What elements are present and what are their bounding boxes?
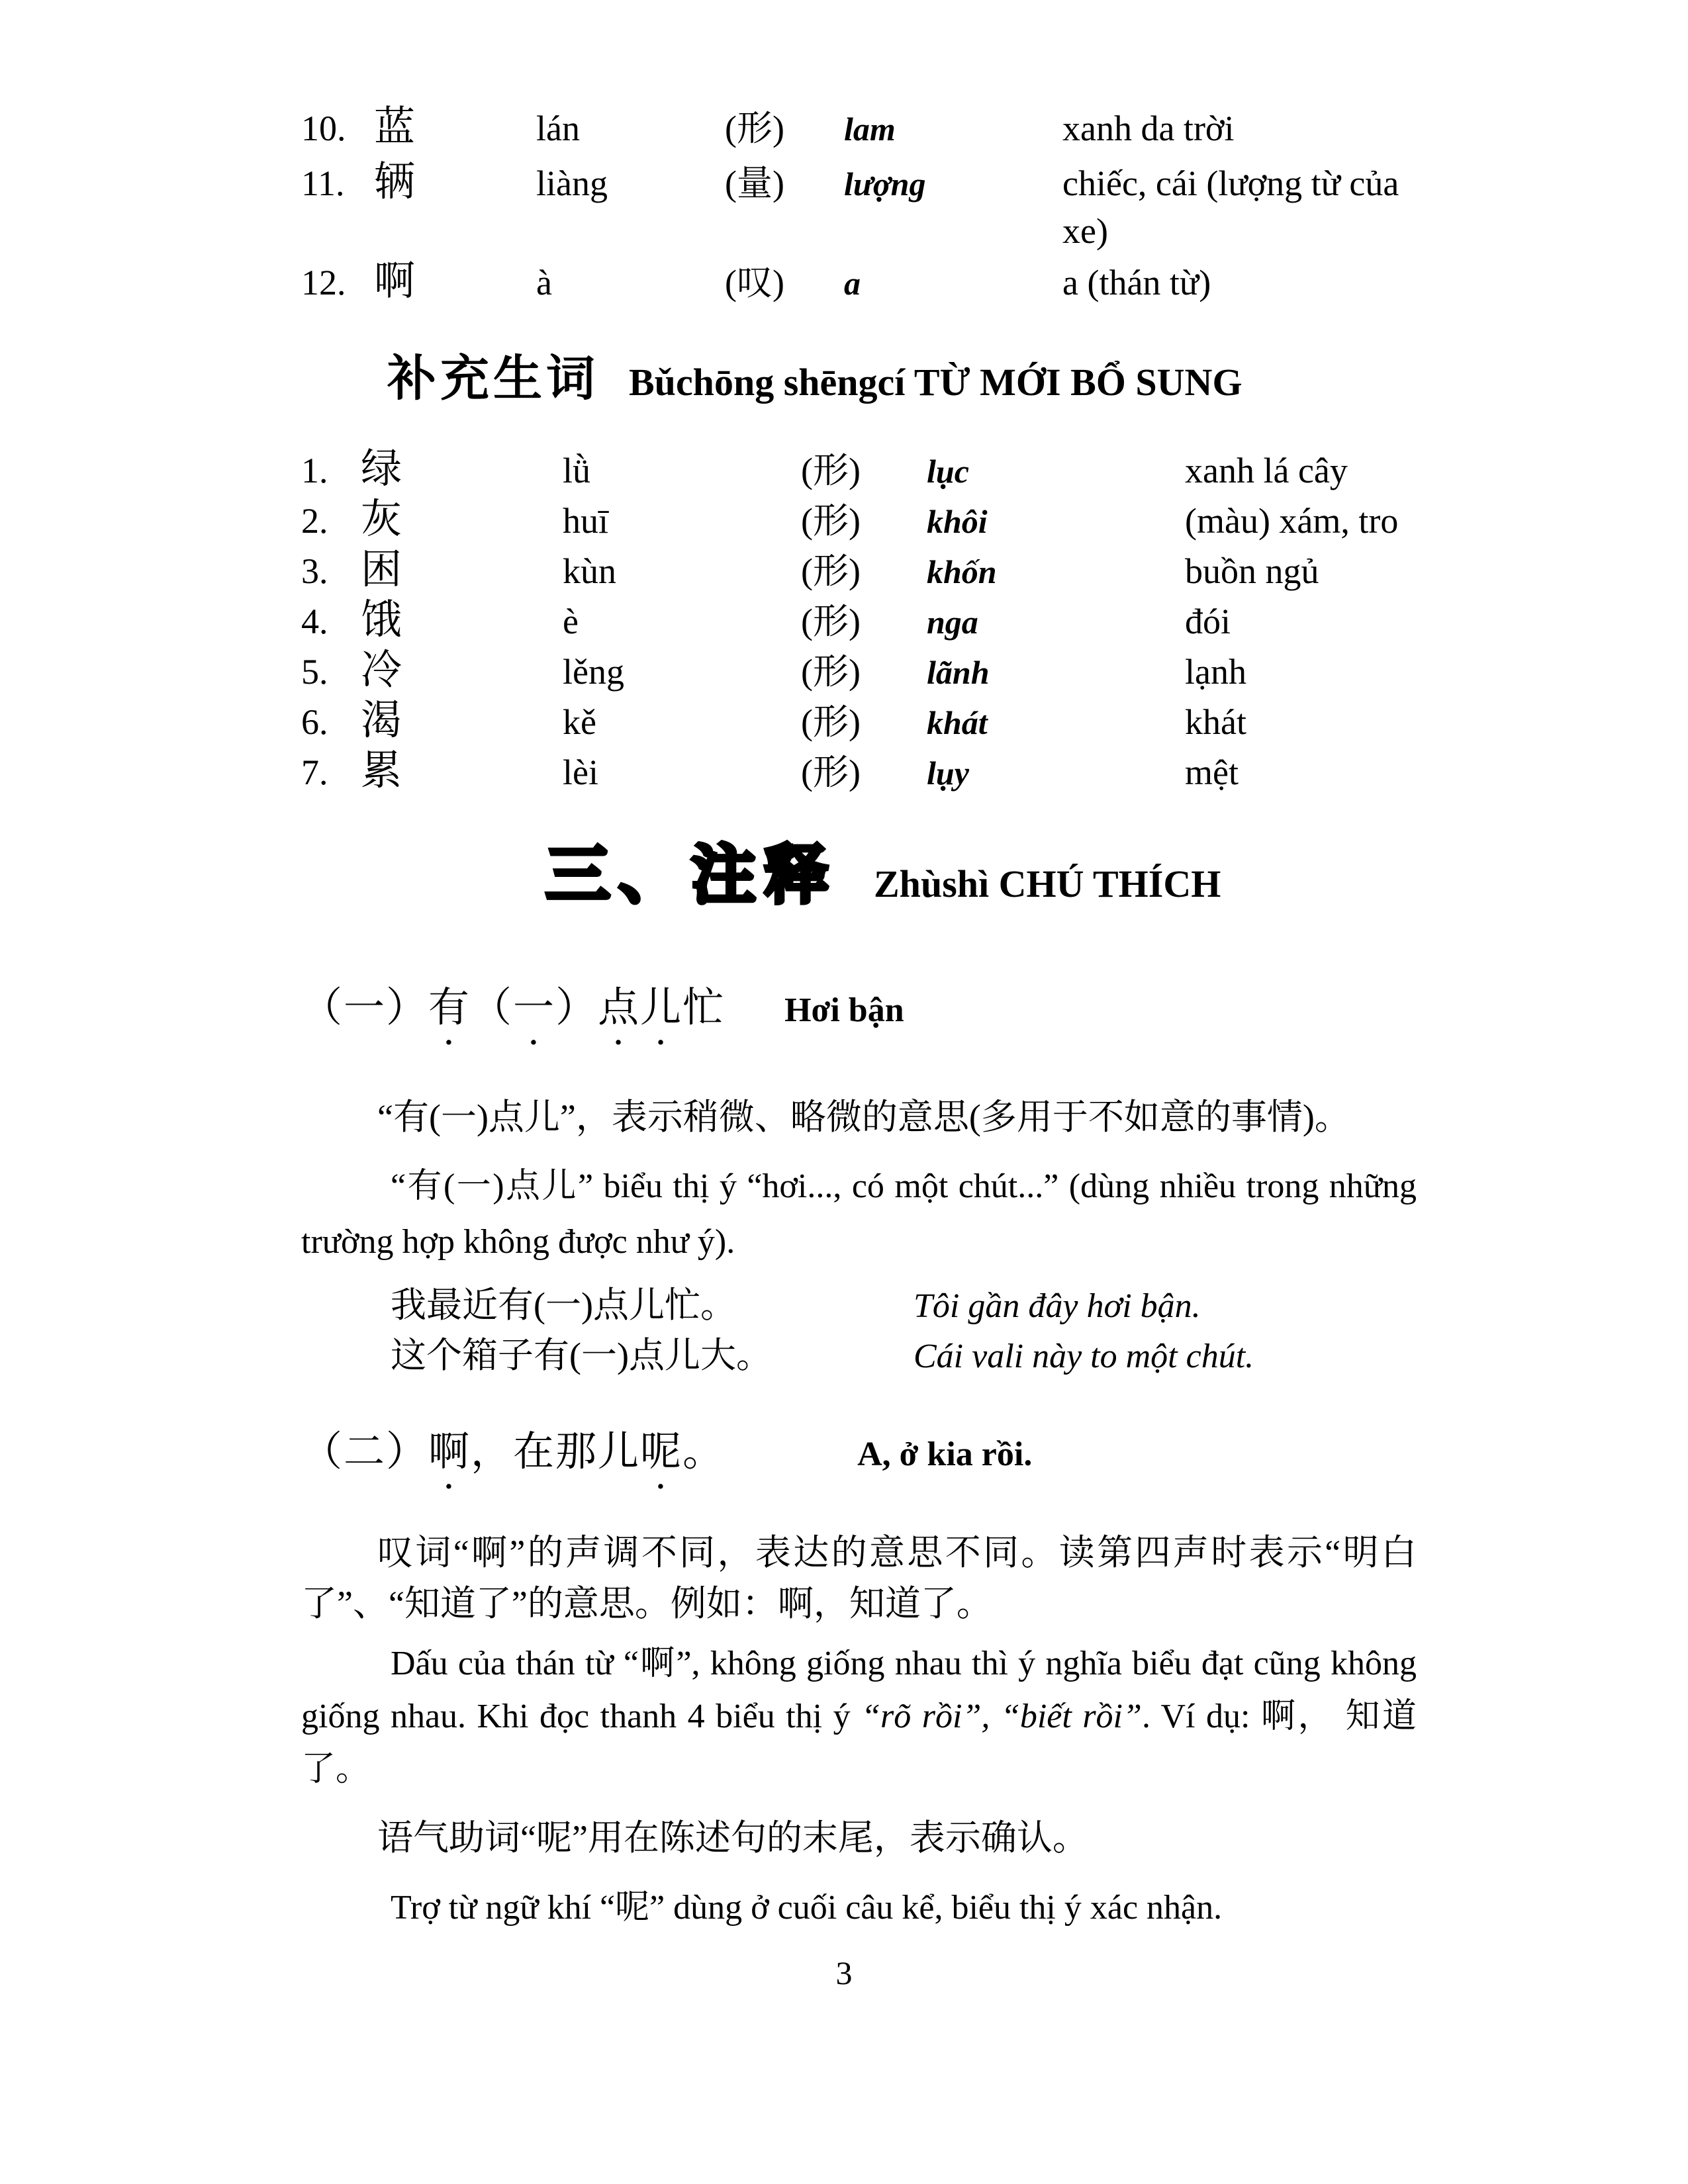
note1-heading-chinese [301,978,725,1054]
vocab-number: 3. [301,551,328,591]
vocab-hanzi: 渴 [361,698,402,743]
vocab-pinyin: lán [536,109,580,148]
emphasized-text: 呢 [640,1430,683,1475]
heading-text: （二） [301,1430,429,1475]
vocab-row-10 [301,101,1417,156]
vocab-meaning: mệt [1185,752,1239,792]
vocab-number: 11. [301,163,345,203]
note1-heading [301,978,1417,1054]
vocab-pinyin: lǜ [563,451,591,490]
example-chinese: 这个箱子有(一)点儿大。 [391,1336,772,1375]
vocab-number: 1. [301,451,328,490]
supp-row-2 [301,496,1417,546]
vocab-hanzi: 困 [361,547,402,592]
vocab-hanzi: 灰 [361,497,402,542]
vocab-sino-vietnamese: lục [927,453,969,490]
vocab-meaning: đói [1185,602,1231,641]
vocab-sino-vietnamese: lụy [927,754,969,792]
vocab-pinyin: lěng [563,652,624,692]
emphasized-text: 有 [428,985,471,1030]
vocab-number: 4. [301,602,328,641]
heading-text: 忙 [682,985,726,1030]
vocab-pinyin: kě [563,702,596,742]
vocab-sino-vietnamese: nga [927,604,978,641]
vocab-pos: (量) [725,163,784,203]
heading-text: 。 [682,1430,726,1475]
vocab-pos: (叹) [725,263,784,302]
supp-row-4 [301,596,1417,647]
supplementary-words-header [387,348,1417,414]
paragraph-text: . Ví dụ: 啊， 知道了。 [301,1698,1417,1788]
vocab-sino-vietnamese: khốn [927,553,997,590]
vocab-pinyin: kùn [563,551,616,591]
vocab-meaning: (màu) xám, tro [1185,501,1399,541]
vocab-table-top [301,101,1417,310]
vocab-row-11 [301,156,1417,255]
vocab-pinyin: huī [563,501,609,541]
vocab-meaning: xanh da trời [1062,109,1235,148]
note2-paragraph-vietnamese-2: Trợ từ ngữ khí “呢” dùng ở cuối câu kể, biểu thị ý xác nhận. [391,1889,1223,1927]
vocab-pinyin: liàng [536,163,608,203]
notes-section-header [546,837,1417,922]
heading-text: ） [555,985,598,1030]
vocab-meaning: khát [1185,702,1246,742]
note2-heading [301,1422,1417,1498]
supp-title-latin: Bǔchōng shēngcí TỪ MỚI BỔ SUNG [629,361,1243,404]
vocab-pos: (形) [801,551,861,591]
note1-examples [301,1281,1417,1381]
vocab-pos: (形) [801,501,861,541]
vocab-hanzi: 蓝 [374,105,416,150]
note1-heading-vietnamese: Hơi bận [784,991,904,1029]
emphasized-text: 啊 [428,1430,471,1475]
vocab-number: 10. [301,109,346,148]
vocab-pinyin: lèi [563,752,598,792]
vocab-hanzi: 辆 [374,159,416,205]
vocab-meaning: xanh lá cây [1185,451,1348,490]
page-number: 3 [835,1954,853,1991]
vocab-pos: (形) [801,602,861,641]
vocab-sino-vietnamese: khát [927,704,988,741]
vocab-number: 12. [301,263,346,302]
vocab-pos: (形) [725,109,784,148]
note2-heading-chinese [301,1422,725,1498]
example-row [391,1281,1417,1331]
page-content [301,101,1417,1936]
vocab-hanzi: 累 [361,749,402,794]
vocab-number: 6. [301,702,328,742]
vocab-number: 7. [301,752,328,792]
vocab-pos: (形) [801,752,861,792]
vocab-meaning: a (thán từ) [1062,263,1211,302]
heading-text: （一） [301,985,429,1030]
vocab-pinyin: à [536,263,552,302]
example-vietnamese: Cái vali này to một chút. [914,1338,1254,1375]
example-vietnamese: Tôi gần đây hơi bận. [914,1287,1201,1325]
note2-paragraph-chinese-1: 叹词“啊”的声调不同，表达的意思不同。读第四声时表示“明白了”、“知道了”的意思。例如：啊，知道了。 [301,1533,1417,1623]
emphasized-text: 一 [513,985,556,1030]
note1-paragraph-vietnamese: “有(一)点儿” biểu thị ý “hơi..., có một chút...” (dùng nhiều trong những trường hợp không được như ý). [301,1167,1417,1261]
vocab-pos: (形) [801,652,861,692]
vocab-meaning: buồn ngủ [1185,551,1319,591]
supp-title-chinese: 补充生词 [387,352,599,406]
vocab-pos: (形) [801,702,861,742]
vocab-sino-vietnamese: a [844,265,861,302]
vocab-row-12 [301,255,1417,310]
vocab-pinyin: è [563,602,579,641]
emphasized-text: 点儿 [598,985,683,1030]
note2-paragraph-chinese-2: 语气助词“呢”用在陈述句的末尾，表示确认。 [377,1818,1088,1858]
note1-paragraph-chinese: “有(一)点儿”，表示稍微、略微的意思(多用于不如意的事情)。 [377,1097,1350,1137]
supp-row-7 [301,747,1417,797]
vocab-sino-vietnamese: khôi [927,503,988,540]
vocab-hanzi: 绿 [361,447,402,492]
supp-row-3 [301,546,1417,596]
note2-paragraph-vietnamese-1 [301,1637,1417,1796]
vocab-table-supplementary [301,445,1417,797]
vocab-sino-vietnamese: lãnh [927,654,990,691]
notes-title-latin: Zhùshì CHÚ THÍCH [874,862,1221,905]
vocab-number: 5. [301,652,328,692]
italic-text: “rõ rồi”, “biết rồi” [861,1698,1142,1735]
paragraph-text: Dấu của thán từ “啊”, không giống nhau thì ý nghĩa biểu đạt cũng không giống nhau. Khi đọc thanh 4 biểu thị ý [301,1645,1417,1735]
supp-row-1 [301,445,1417,496]
vocab-sino-vietnamese: lam [844,111,896,148]
vocab-meaning: chiếc, cái (lượng từ của xe) [1062,163,1399,251]
vocab-sino-vietnamese: lượng [844,165,926,203]
example-row [391,1331,1417,1381]
vocab-hanzi: 冷 [361,648,402,693]
heading-text: ，在那儿 [471,1430,641,1475]
supp-row-5 [301,647,1417,697]
note2-heading-vietnamese: A, ở kia rồi. [857,1435,1033,1473]
notes-title-chinese-outline: 三、注释 [546,840,837,911]
vocab-hanzi: 饿 [361,598,402,643]
vocab-hanzi: 啊 [374,259,416,304]
supp-row-6 [301,697,1417,747]
vocab-number: 2. [301,501,328,541]
heading-text: （ [471,985,514,1030]
vocab-meaning: lạnh [1185,652,1246,692]
vocab-pos: (形) [801,451,861,490]
example-chinese: 我最近有(一)点儿忙。 [391,1285,736,1325]
